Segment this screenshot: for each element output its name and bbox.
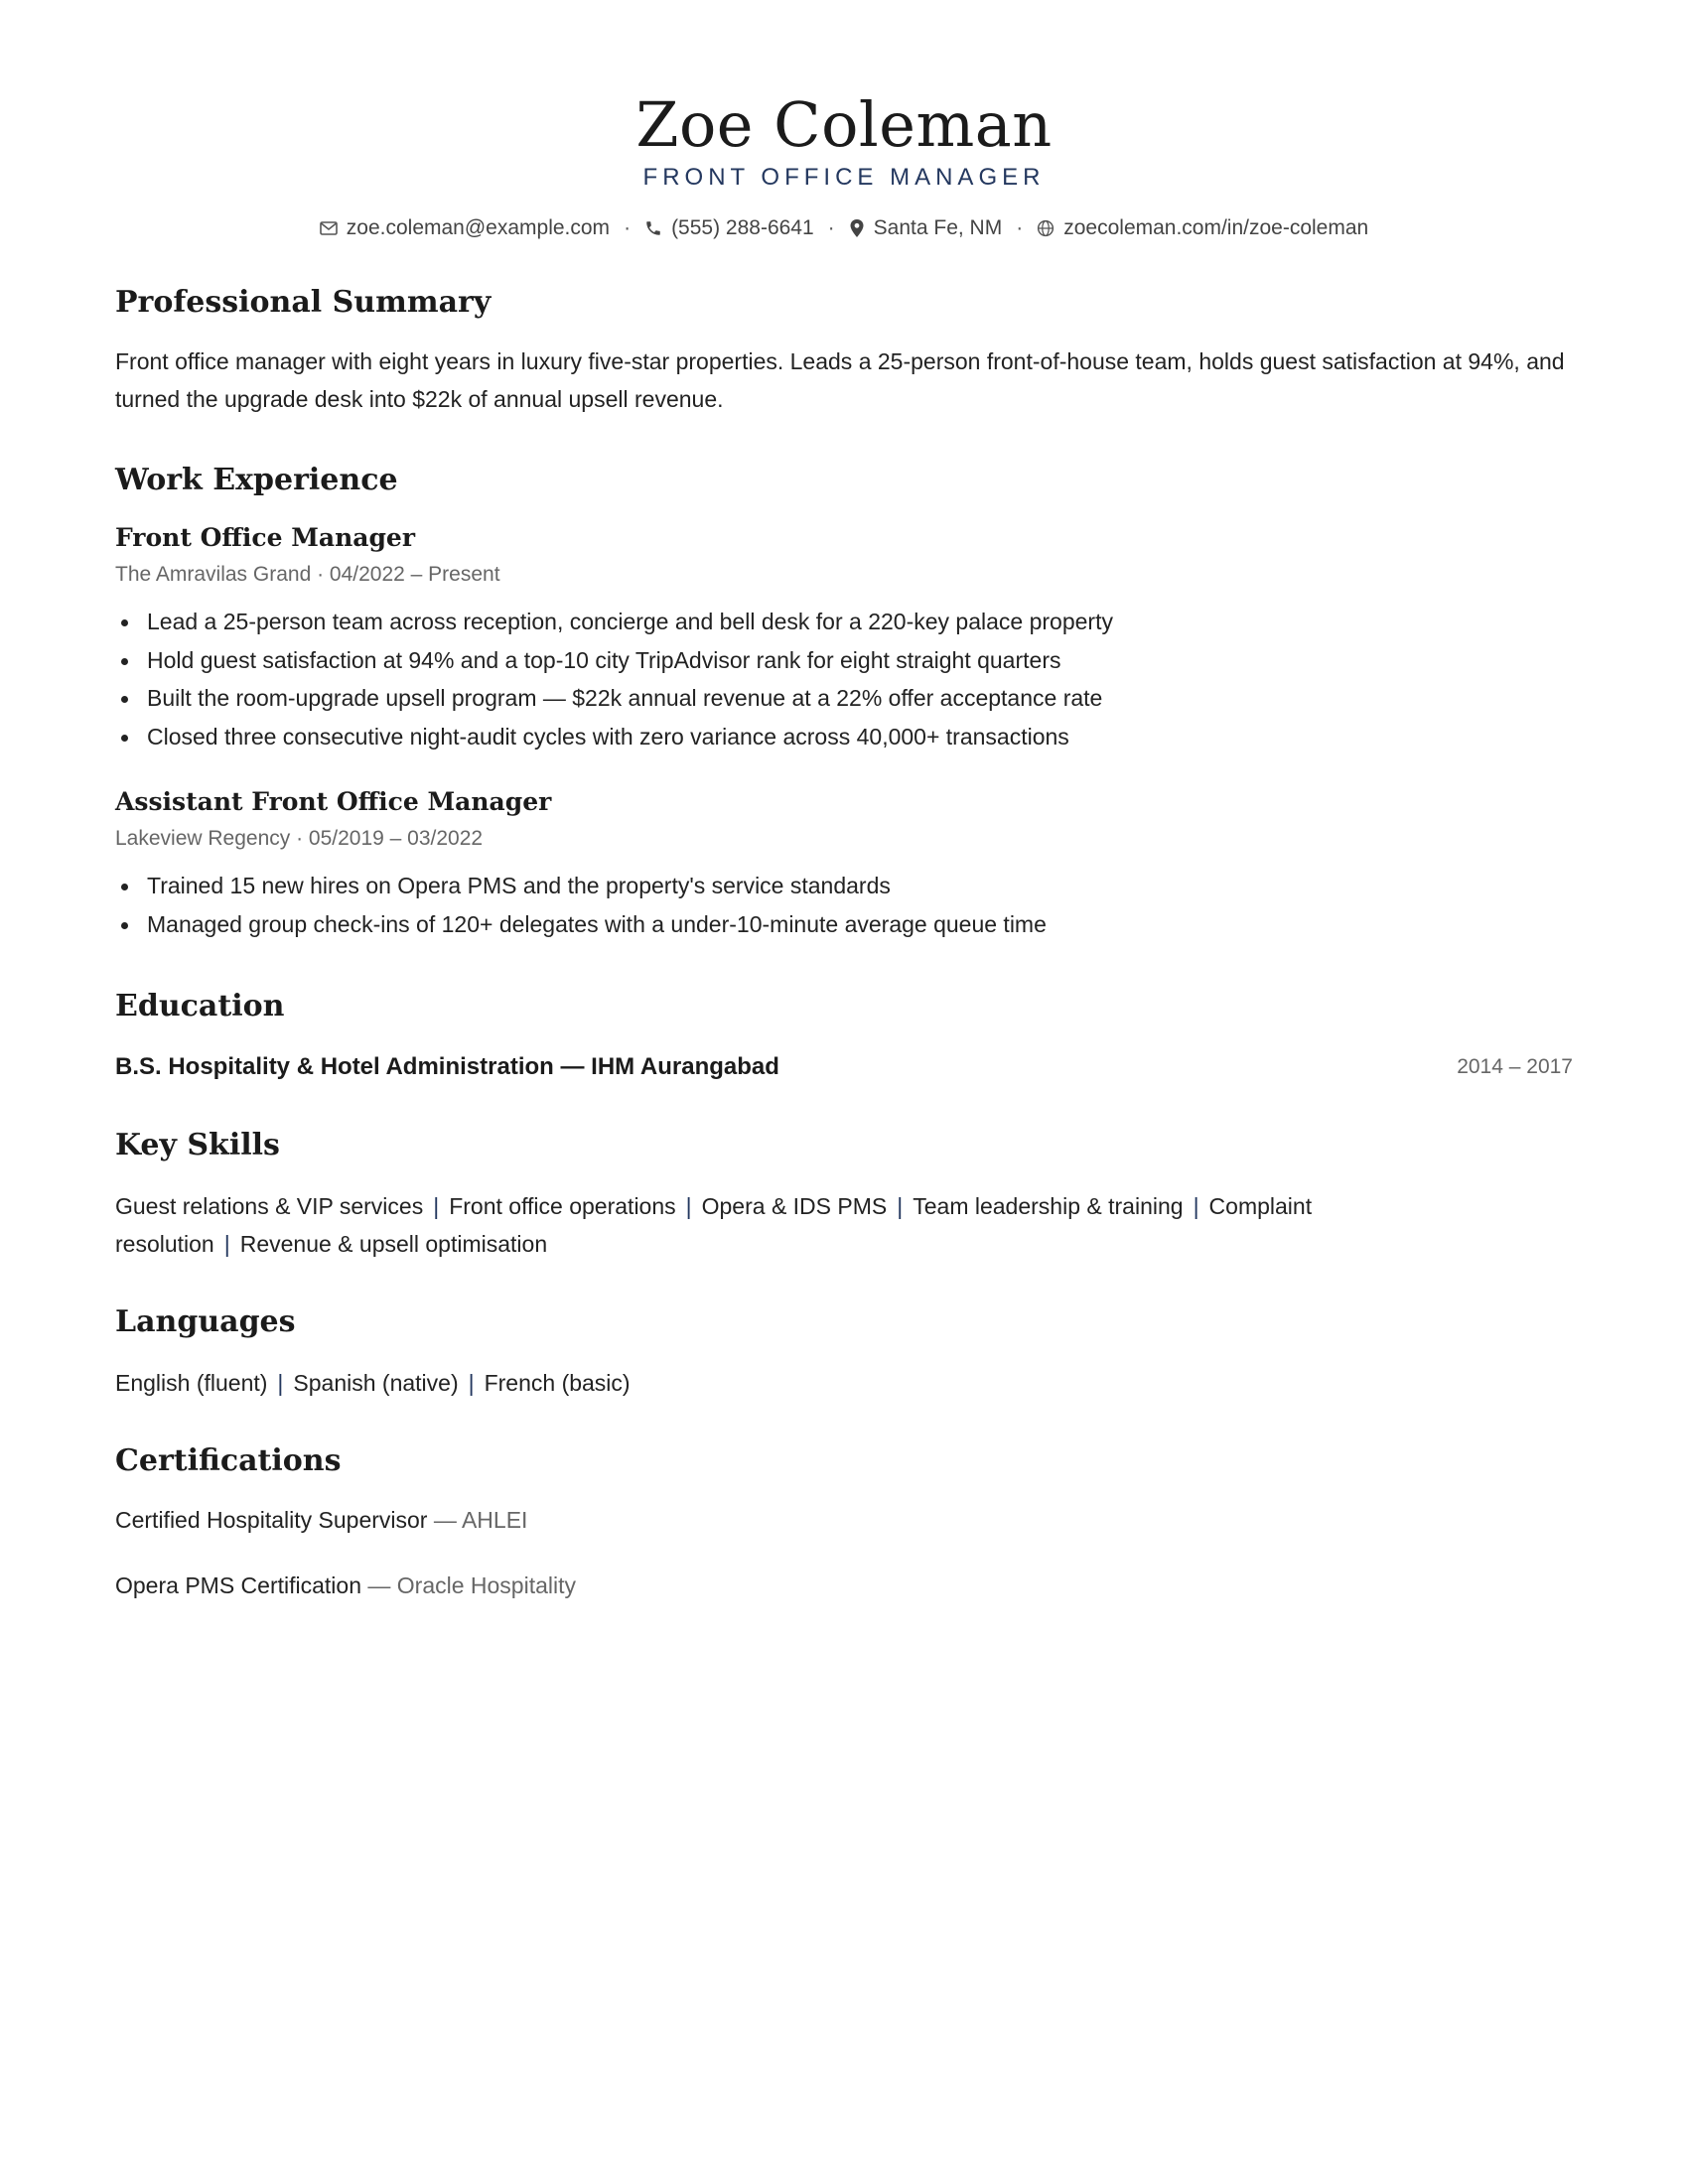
- certification-item: [115, 1501, 527, 1539]
- summary-heading: Professional Summary: [115, 285, 492, 320]
- list-item: Built the room-upgrade upsell program — $22k annual revenue at a 22% offer acceptance rate: [115, 679, 1113, 718]
- education-degree: B.S. Hospitality & Hotel Administration — IHM Aurangabad: [115, 1053, 779, 1080]
- mail-icon: [320, 221, 338, 235]
- education-heading: Education: [115, 989, 285, 1024]
- skill-separator: |: [685, 1193, 692, 1219]
- skill-separator: |: [223, 1231, 230, 1257]
- skills-heading: Key Skills: [115, 1128, 280, 1162]
- skill-item: Revenue & upsell optimisation: [239, 1231, 548, 1257]
- list-item: Closed three consecutive night-audit cycles with zero variance across 40,000+ transactions: [115, 718, 1113, 756]
- contact-bar: [115, 213, 1573, 243]
- skill-item: Guest relations & VIP services: [115, 1193, 424, 1219]
- certification-item: [115, 1567, 576, 1604]
- job-bullets: [115, 867, 1047, 943]
- contact-website[interactable]: [1037, 213, 1368, 243]
- certification-issuer: — AHLEI: [433, 1507, 528, 1533]
- contact-email-text: zoe.coleman@example.com: [346, 216, 611, 240]
- contact-location-text: Santa Fe, NM: [873, 216, 1003, 240]
- language-separator: |: [277, 1370, 284, 1396]
- skills-list: [115, 1187, 1446, 1263]
- location-pin-icon: [849, 218, 865, 238]
- contact-website-text: zoecoleman.com/in/zoe-coleman: [1063, 216, 1369, 240]
- language-item: Spanish (native): [293, 1370, 459, 1396]
- phone-icon: [644, 219, 662, 237]
- list-item: Managed group check-ins of 120+ delegates with a under-10-minute average queue time: [115, 905, 1047, 944]
- skill-separator: |: [1193, 1193, 1199, 1219]
- skill-item: Front office operations: [449, 1193, 676, 1219]
- language-separator: |: [468, 1370, 475, 1396]
- contact-separator: ·: [1016, 216, 1024, 239]
- certifications-heading: Certifications: [115, 1443, 342, 1478]
- languages-heading: Languages: [115, 1304, 296, 1339]
- skill-item: Team leadership & training: [913, 1193, 1184, 1219]
- summary-text: Front office manager with eight years in luxury five-star properties. Leads a 25-person front-of-house team, holds guest satisfaction at 94%, and turned the upgrade desk into $22k of annual upsell revenue.: [115, 348, 1565, 412]
- education-years: 2014 – 2017: [1457, 1055, 1573, 1078]
- job-meta: The Amravilas Grand · 04/2022 – Present: [115, 563, 500, 586]
- job-meta: Lakeview Regency · 05/2019 – 03/2022: [115, 827, 484, 850]
- skill-separator: |: [897, 1193, 904, 1219]
- contact-phone[interactable]: [644, 213, 814, 243]
- list-item: Lead a 25-person team across reception, concierge and bell desk for a 220-key palace property: [115, 603, 1113, 641]
- list-item: Trained 15 new hires on Opera PMS and the property's service standards: [115, 867, 1047, 905]
- list-item: Hold guest satisfaction at 94% and a top-10 city TripAdvisor rank for eight straight quarters: [115, 641, 1113, 680]
- contact-separator: ·: [827, 216, 835, 239]
- contact-email[interactable]: [320, 213, 610, 243]
- job-title: Assistant Front Office Manager: [115, 787, 552, 816]
- contact-separator: ·: [624, 216, 632, 239]
- skill-separator: |: [433, 1193, 440, 1219]
- skill-item: Opera & IDS PMS: [701, 1193, 888, 1219]
- job-role-subtitle: FRONT OFFICE MANAGER: [642, 164, 1046, 191]
- skill-item: Complaint resolution: [115, 1193, 1313, 1257]
- languages-list: [115, 1364, 631, 1402]
- globe-icon: [1037, 219, 1055, 237]
- language-item: French (basic): [484, 1370, 631, 1396]
- certification-issuer: — Oracle Hospitality: [367, 1572, 576, 1598]
- experience-heading: Work Experience: [115, 463, 398, 497]
- job-title: Front Office Manager: [115, 523, 416, 552]
- education-entry: [115, 1048, 1573, 1086]
- language-item: English (fluent): [115, 1370, 268, 1396]
- certification-name: Certified Hospitality Supervisor: [115, 1507, 428, 1533]
- contact-location: [849, 213, 1003, 243]
- contact-phone-text: (555) 288-6641: [671, 216, 814, 240]
- candidate-name: Zoe Coleman: [635, 88, 1053, 161]
- certification-name: Opera PMS Certification: [115, 1572, 361, 1598]
- job-bullets: [115, 603, 1113, 755]
